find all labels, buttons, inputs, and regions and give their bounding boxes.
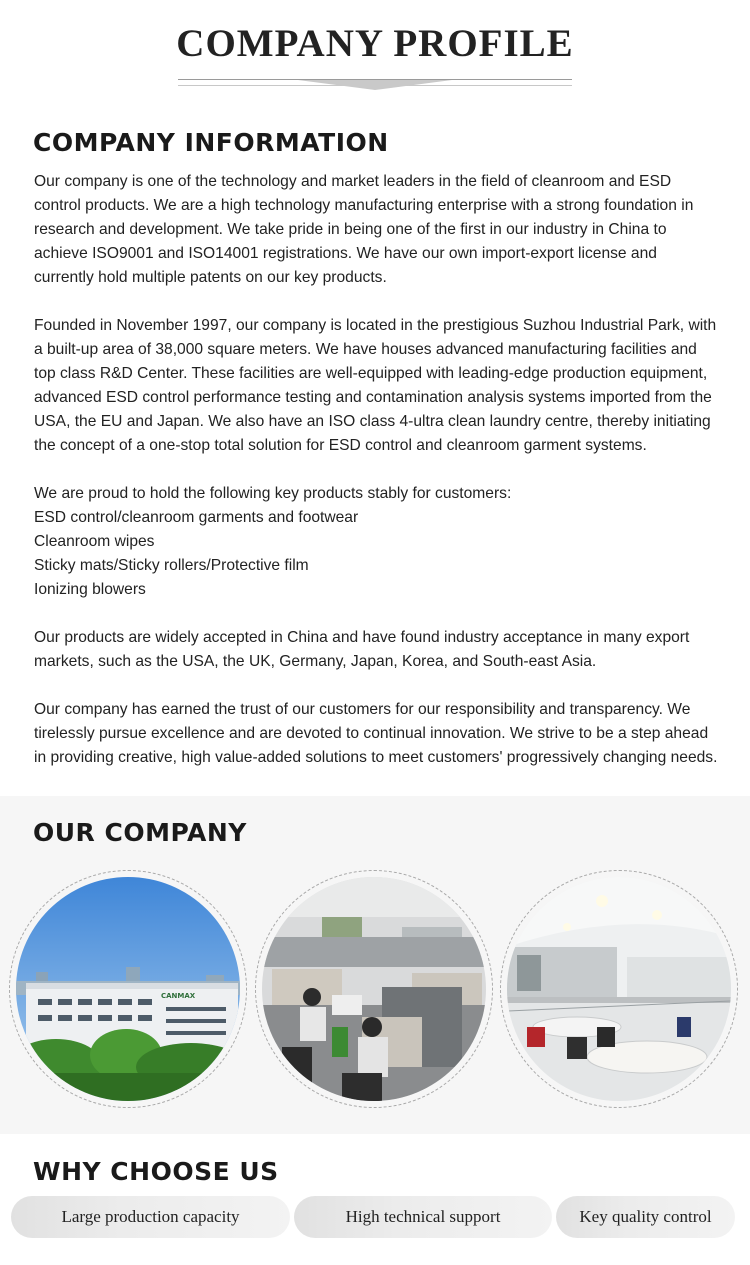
office-illustration [262, 877, 486, 1101]
company-information-text [34, 170, 740, 794]
product-item: Cleanroom wipes [34, 533, 155, 550]
text-line: Our company is one of the technology and market leaders in the field of cleanroom and ESD [34, 173, 672, 190]
text-line: Founded in November 1997, our company is located in the prestigious Suzhou Industrial Park, with [34, 317, 717, 334]
paragraph-overview [34, 170, 740, 290]
building-illustration [16, 877, 240, 1101]
text-line: a built-up area of 38,000 square meters. We have houses advanced manufacturing facilities and [34, 341, 697, 358]
text-line: Our company has earned the trust of our customers for our responsibility and transparency. We [34, 701, 691, 718]
text-line: USA, the EU and Japan. We also have an ISO class 4-ultra clean laundry centre, thereby initiating [34, 413, 711, 430]
lobby-photo [507, 877, 731, 1101]
text-line: We are proud to hold the following key products stably for customers: [34, 485, 512, 502]
text-line: markets, such as the USA, the UK, Germany, Japan, Korea, and South-east Asia. [34, 653, 597, 670]
photo-frame-lobby [500, 870, 738, 1108]
product-item: Ionizing blowers [34, 581, 146, 598]
product-item: ESD control/cleanroom garments and footwear [34, 509, 359, 526]
text-line: currently hold multiple patents on our key products. [34, 269, 387, 286]
page-title: COMPANY PROFILE [176, 22, 574, 65]
title-divider [178, 79, 572, 80]
text-line: control products. We are a high technology manufacturing enterprise with a strong foundation in [34, 197, 694, 214]
feature-pill-production-capacity: Large production capacity [11, 1196, 290, 1238]
text-line: advanced ESD control performance testing and contamination analysis systems imported from the [34, 389, 712, 406]
building-sign: CANMAX [161, 992, 196, 1000]
building-photo [16, 877, 240, 1101]
text-line: Our products are widely accepted in China and have found industry acceptance in many export [34, 629, 690, 646]
feature-pill-quality-control: Key quality control [556, 1196, 735, 1238]
photo-frame-building [9, 870, 247, 1108]
lobby-illustration [507, 877, 731, 1101]
paragraph-values [34, 698, 740, 770]
text-line: the concept of a one-stop total solution for ESD control and cleanroom garment systems. [34, 437, 647, 454]
profile-header [0, 20, 750, 68]
office-photo [262, 877, 486, 1101]
text-line: top class R&D Center. These facilities are well-equipped with leading-edge production equipment, [34, 365, 708, 382]
paragraph-key-products [34, 482, 740, 602]
product-item: Sticky mats/Sticky rollers/Protective film [34, 557, 309, 574]
paragraph-history [34, 314, 740, 458]
text-line: research and development. We take pride in being one of the first in our industry in China to [34, 221, 667, 238]
company-information-heading: COMPANY INFORMATION [33, 128, 389, 157]
text-line: tirelessly pursue excellence and are devoted to continual innovation. We strive to be a step ahead [34, 725, 709, 742]
text-line: achieve ISO9001 and ISO14001 registrations. We have our own import-export license and [34, 245, 657, 262]
why-choose-us-heading: WHY CHOOSE US [33, 1157, 279, 1186]
paragraph-markets [34, 626, 740, 674]
our-company-heading: OUR COMPANY [33, 818, 247, 847]
photo-frame-office [255, 870, 493, 1108]
text-line: in providing creative, high value-added solutions to meet customers' progressively changing needs. [34, 749, 718, 766]
feature-pill-technical-support: High technical support [294, 1196, 552, 1238]
